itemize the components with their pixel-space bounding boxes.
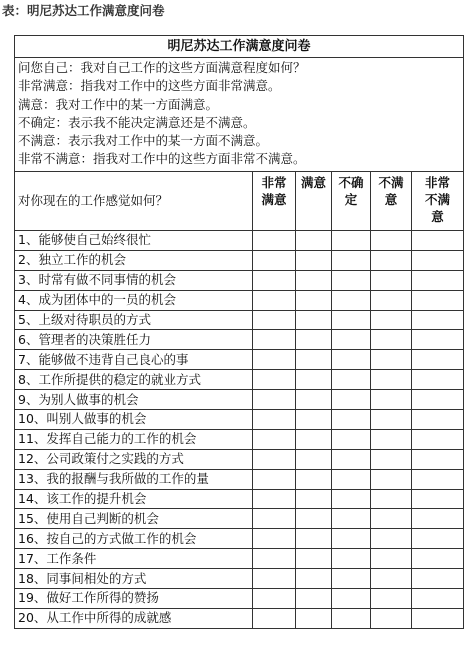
rating-cell-very-satisfied[interactable] bbox=[253, 250, 296, 270]
item-label: 13、我的报酬与我所做的工作的量 bbox=[15, 469, 253, 489]
column-header-very-satisfied: 非常满意 bbox=[253, 172, 296, 231]
item-label: 20、从工作中所得的成就感 bbox=[15, 608, 253, 628]
rating-cell-very-satisfied[interactable] bbox=[253, 569, 296, 589]
rating-cell-very-dissatisfied[interactable] bbox=[412, 370, 464, 390]
rating-cell-dissatisfied[interactable] bbox=[371, 489, 412, 509]
rating-cell-satisfied[interactable] bbox=[296, 608, 332, 628]
item-label: 17、工作条件 bbox=[15, 549, 253, 569]
rating-cell-uncertain[interactable] bbox=[332, 429, 371, 449]
table-row bbox=[15, 410, 464, 430]
rating-cell-satisfied[interactable] bbox=[296, 270, 332, 290]
rating-cell-very-satisfied[interactable] bbox=[253, 370, 296, 390]
table-row bbox=[15, 310, 464, 330]
rating-cell-uncertain[interactable] bbox=[332, 250, 371, 270]
instruction-line: 满意：我对工作中的某一方面满意。 bbox=[18, 96, 219, 112]
rating-cell-very-dissatisfied[interactable] bbox=[412, 569, 464, 589]
rating-cell-very-satisfied[interactable] bbox=[253, 529, 296, 549]
item-label: 14、该工作的提升机会 bbox=[15, 489, 253, 509]
rating-cell-dissatisfied[interactable] bbox=[371, 509, 412, 529]
questionnaire-title: 明尼苏达工作满意度问卷 bbox=[15, 36, 464, 58]
table-row bbox=[15, 250, 464, 270]
rating-cell-dissatisfied[interactable] bbox=[371, 589, 412, 609]
instruction-line: 不满意：表示我对工作中的某一方面不满意。 bbox=[18, 133, 269, 149]
rating-cell-uncertain[interactable] bbox=[332, 231, 371, 251]
rating-cell-very-satisfied[interactable] bbox=[253, 390, 296, 410]
table-row bbox=[15, 589, 464, 609]
rating-cell-satisfied[interactable] bbox=[296, 569, 332, 589]
column-header-satisfied: 满意 bbox=[296, 172, 332, 231]
table-row bbox=[15, 231, 464, 251]
column-header-very-dissatisfied: 非常不满意 bbox=[412, 172, 464, 231]
rating-cell-dissatisfied[interactable] bbox=[371, 310, 412, 330]
rating-cell-very-dissatisfied[interactable] bbox=[412, 489, 464, 509]
rating-cell-uncertain[interactable] bbox=[332, 469, 371, 489]
table-row bbox=[15, 449, 464, 469]
rating-cell-very-satisfied[interactable] bbox=[253, 410, 296, 430]
instructions-block bbox=[15, 58, 464, 172]
instruction-line: 问您自己：我对自己工作的这些方面满意程度如何？ bbox=[18, 60, 306, 75]
item-label: 4、成为团体中的一员的机会 bbox=[15, 290, 253, 310]
rating-cell-uncertain[interactable] bbox=[332, 489, 371, 509]
item-label: 7、能够做不违背自己良心的事 bbox=[15, 350, 253, 370]
rating-cell-satisfied[interactable] bbox=[296, 449, 332, 469]
rating-cell-uncertain[interactable] bbox=[332, 390, 371, 410]
rating-cell-very-dissatisfied[interactable] bbox=[412, 350, 464, 370]
rating-cell-very-satisfied[interactable] bbox=[253, 270, 296, 290]
rating-cell-dissatisfied[interactable] bbox=[371, 390, 412, 410]
rating-cell-uncertain[interactable] bbox=[332, 549, 371, 569]
rating-cell-very-dissatisfied[interactable] bbox=[412, 608, 464, 628]
column-header-dissatisfied: 不满意 bbox=[371, 172, 412, 231]
rating-cell-dissatisfied[interactable] bbox=[371, 469, 412, 489]
table-row bbox=[15, 549, 464, 569]
rating-cell-satisfied[interactable] bbox=[296, 290, 332, 310]
rating-cell-satisfied[interactable] bbox=[296, 310, 332, 330]
table-row bbox=[15, 370, 464, 390]
rating-cell-dissatisfied[interactable] bbox=[371, 250, 412, 270]
item-label: 2、独立工作的机会 bbox=[15, 250, 253, 270]
rating-cell-dissatisfied[interactable] bbox=[371, 410, 412, 430]
rating-cell-very-satisfied[interactable] bbox=[253, 231, 296, 251]
table-row bbox=[15, 350, 464, 370]
rating-cell-very-satisfied[interactable] bbox=[253, 489, 296, 509]
rating-cell-very-dissatisfied[interactable] bbox=[412, 429, 464, 449]
header-row bbox=[15, 172, 464, 231]
rating-cell-satisfied[interactable] bbox=[296, 250, 332, 270]
table-row bbox=[15, 270, 464, 290]
rating-cell-dissatisfied[interactable] bbox=[371, 549, 412, 569]
rating-cell-very-satisfied[interactable] bbox=[253, 549, 296, 569]
rating-cell-very-satisfied[interactable] bbox=[253, 469, 296, 489]
rating-cell-dissatisfied[interactable] bbox=[371, 569, 412, 589]
rating-cell-very-dissatisfied[interactable] bbox=[412, 250, 464, 270]
rating-cell-dissatisfied[interactable] bbox=[371, 270, 412, 290]
item-label: 16、按自己的方式做工作的机会 bbox=[15, 529, 253, 549]
table-row bbox=[15, 469, 464, 489]
rating-cell-dissatisfied[interactable] bbox=[371, 290, 412, 310]
rating-cell-uncertain[interactable] bbox=[332, 569, 371, 589]
rating-cell-dissatisfied[interactable] bbox=[371, 330, 412, 350]
rating-cell-uncertain[interactable] bbox=[332, 330, 371, 350]
rating-cell-dissatisfied[interactable] bbox=[371, 350, 412, 370]
item-label: 18、同事间相处的方式 bbox=[15, 569, 253, 589]
rating-cell-dissatisfied[interactable] bbox=[371, 231, 412, 251]
rating-cell-very-dissatisfied[interactable] bbox=[412, 290, 464, 310]
table-row bbox=[15, 429, 464, 449]
item-label: 11、发挥自己能力的工作的机会 bbox=[15, 429, 253, 449]
rating-cell-very-dissatisfied[interactable] bbox=[412, 231, 464, 251]
rating-cell-satisfied[interactable] bbox=[296, 529, 332, 549]
rating-cell-dissatisfied[interactable] bbox=[371, 608, 412, 628]
instruction-line: 非常不满意：指我对工作中的这些方面非常不满意。 bbox=[18, 151, 306, 167]
table-row bbox=[15, 569, 464, 589]
item-label: 1、能够使自己始终很忙 bbox=[15, 231, 253, 251]
rating-cell-dissatisfied[interactable] bbox=[371, 370, 412, 390]
rating-cell-satisfied[interactable] bbox=[296, 509, 332, 529]
table-row bbox=[15, 489, 464, 509]
rating-cell-satisfied[interactable] bbox=[296, 410, 332, 430]
table-row bbox=[15, 290, 464, 310]
item-label: 19、做好工作所得的赞扬 bbox=[15, 589, 253, 609]
rating-cell-satisfied[interactable] bbox=[296, 330, 332, 350]
rating-cell-very-dissatisfied[interactable] bbox=[412, 589, 464, 609]
item-label: 9、为别人做事的机会 bbox=[15, 390, 253, 410]
rating-cell-very-satisfied[interactable] bbox=[253, 310, 296, 330]
rating-cell-satisfied[interactable] bbox=[296, 370, 332, 390]
rating-cell-satisfied[interactable] bbox=[296, 469, 332, 489]
rating-cell-uncertain[interactable] bbox=[332, 410, 371, 430]
rating-cell-very-dissatisfied[interactable] bbox=[412, 390, 464, 410]
item-label: 6、管理者的决策胜任力 bbox=[15, 330, 253, 350]
rating-cell-very-dissatisfied[interactable] bbox=[412, 449, 464, 469]
rating-cell-satisfied[interactable] bbox=[296, 589, 332, 609]
rating-cell-dissatisfied[interactable] bbox=[371, 429, 412, 449]
table-row bbox=[15, 529, 464, 549]
item-label: 8、工作所提供的稳定的就业方式 bbox=[15, 370, 253, 390]
rating-cell-very-satisfied[interactable] bbox=[253, 330, 296, 350]
questionnaire-table bbox=[14, 35, 464, 629]
rating-cell-very-satisfied[interactable] bbox=[253, 429, 296, 449]
rating-cell-uncertain[interactable] bbox=[332, 589, 371, 609]
rating-cell-very-satisfied[interactable] bbox=[253, 589, 296, 609]
rating-cell-satisfied[interactable] bbox=[296, 489, 332, 509]
rating-cell-very-dissatisfied[interactable] bbox=[412, 310, 464, 330]
item-label: 3、时常有做不同事情的机会 bbox=[15, 270, 253, 290]
question-label: 对你现在的工作感觉如何？ bbox=[15, 172, 253, 231]
rating-cell-uncertain[interactable] bbox=[332, 529, 371, 549]
table-row bbox=[15, 608, 464, 628]
rating-cell-satisfied[interactable] bbox=[296, 390, 332, 410]
table-row bbox=[15, 390, 464, 410]
rating-cell-very-satisfied[interactable] bbox=[253, 608, 296, 628]
instruction-line: 非常满意：指我对工作中的这些方面非常满意。 bbox=[18, 78, 281, 94]
rating-cell-uncertain[interactable] bbox=[332, 350, 371, 370]
rating-cell-very-dissatisfied[interactable] bbox=[412, 270, 464, 290]
item-label: 10、叫别人做事的机会 bbox=[15, 410, 253, 430]
rating-cell-very-satisfied[interactable] bbox=[253, 509, 296, 529]
table-row bbox=[15, 330, 464, 350]
rating-cell-uncertain[interactable] bbox=[332, 509, 371, 529]
rating-cell-very-dissatisfied[interactable] bbox=[412, 410, 464, 430]
rating-cell-dissatisfied[interactable] bbox=[371, 529, 412, 549]
rating-cell-very-dissatisfied[interactable] bbox=[412, 529, 464, 549]
rating-cell-very-satisfied[interactable] bbox=[253, 350, 296, 370]
rating-cell-uncertain[interactable] bbox=[332, 370, 371, 390]
rating-cell-very-dissatisfied[interactable] bbox=[412, 330, 464, 350]
rating-cell-very-satisfied[interactable] bbox=[253, 449, 296, 469]
rating-cell-very-dissatisfied[interactable] bbox=[412, 469, 464, 489]
rating-cell-very-satisfied[interactable] bbox=[253, 290, 296, 310]
rating-cell-satisfied[interactable] bbox=[296, 429, 332, 449]
table-row bbox=[15, 509, 464, 529]
rating-cell-satisfied[interactable] bbox=[296, 549, 332, 569]
item-label: 12、公司政策付之实践的方式 bbox=[15, 449, 253, 469]
rating-cell-satisfied[interactable] bbox=[296, 231, 332, 251]
rating-cell-uncertain[interactable] bbox=[332, 270, 371, 290]
rating-cell-satisfied[interactable] bbox=[296, 350, 332, 370]
rating-cell-uncertain[interactable] bbox=[332, 290, 371, 310]
rating-cell-very-dissatisfied[interactable] bbox=[412, 549, 464, 569]
item-label: 15、使用自己判断的机会 bbox=[15, 509, 253, 529]
page-caption: 表：明尼苏达工作满意度问卷 bbox=[2, 3, 165, 18]
rating-cell-very-dissatisfied[interactable] bbox=[412, 509, 464, 529]
item-label: 5、上级对待职员的方式 bbox=[15, 310, 253, 330]
rating-cell-uncertain[interactable] bbox=[332, 608, 371, 628]
instruction-line: 不确定：表示我不能决定满意还是不满意。 bbox=[18, 114, 256, 130]
rating-cell-dissatisfied[interactable] bbox=[371, 449, 412, 469]
rating-cell-uncertain[interactable] bbox=[332, 449, 371, 469]
rating-cell-uncertain[interactable] bbox=[332, 310, 371, 330]
column-header-uncertain: 不确定 bbox=[332, 172, 371, 231]
